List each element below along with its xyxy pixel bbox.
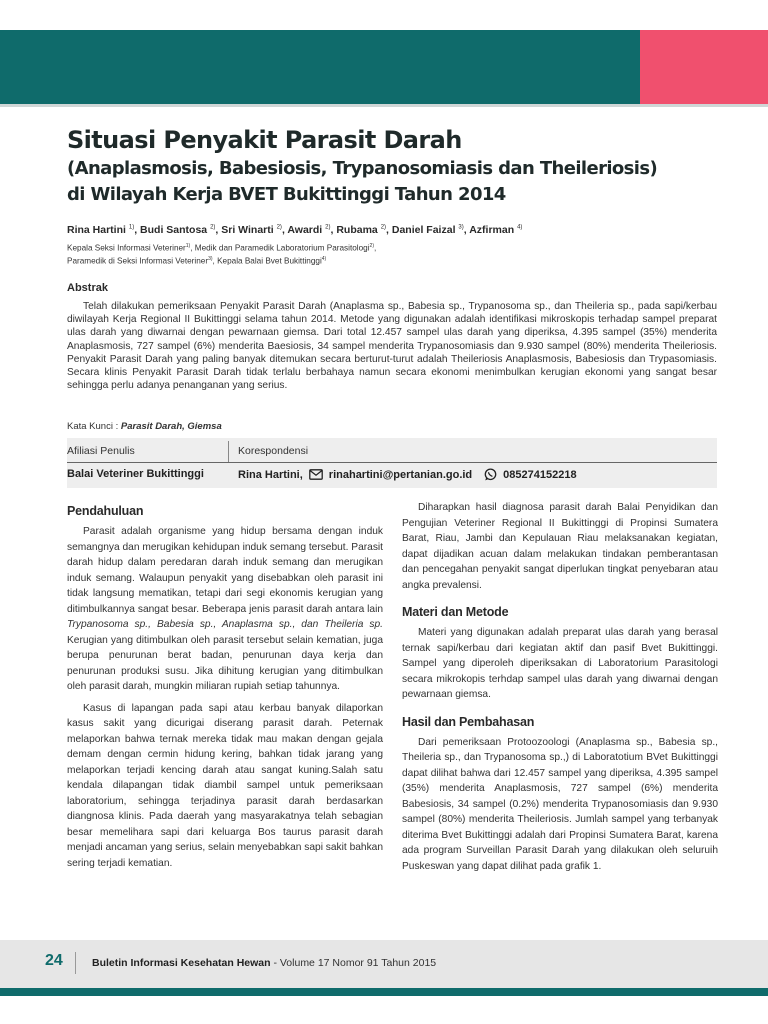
keywords-value: Parasit Darah, Giemsa [120,421,222,432]
affiliation-line-1: Kepala Seksi Informasi Veteriner$^{1)}$, Medik dan Paramedik Laboratorium Parasitologi$^{2)}$, [67,243,377,253]
author-name: Budi Santosa [140,224,208,236]
right-column [402,500,718,874]
author-list: Rina Hartini $^{1)}$, Budi Santosa $^{2)}$, Sri Winarti $^{2)}$, Awardi $^{2)}$, Rubama $^{2)}$, Daniel Faizal $^{3)}$, Azfirman $^{4)}$ [67,224,523,236]
correspondence-label: Korespondensi [238,445,309,457]
left-column [67,504,383,871]
author-name: Awardi [287,224,323,236]
affiliation-label: Afiliasi Penulis [67,445,135,457]
section-heading-methods: Materi dan Metode [402,605,509,619]
correspondence-details [238,468,577,481]
keywords-label: Kata Kunci : [67,421,121,432]
footer-bar [0,988,768,996]
article-title-block [67,124,727,208]
info-rule [67,462,717,463]
article-title: Situasi Penyakit Parasit Darah [67,126,462,154]
page-number: 24 [45,952,63,969]
article-subtitle-2: di Wilayah Kerja BVET Bukittinggi Tahun 2014 [67,184,506,205]
header-accent-block [640,30,768,104]
author-name: Daniel Faizal [391,224,456,236]
keywords-line [67,421,222,432]
intro-paragraph-1: Parasit adalah organisme yang hidup bersama dengan induk semangnya dan merugikan kehidupan induk semang tersebut. Parasit darah hidup dalam peredaran darah induk semang dan merugikan induk semang. Walaupun penyakit yang disebabkan oleh parasit ini tidak langsung mematikan, tetapi dari segi ekonomis kerugian yang ditimbulkannya sangat besar. Beberapa jenis parasit darah antara lain Trypanosoma sp., Babesia sp., Anaplasma sp., dan Theileria sp. Kerugian yang ditimbulkan oleh parasit tersebut selain kematian, juga berupa penurunan berat badan, penurunan daya kerja dan penurunan produksi susu. Jika dihitung kerugian yang ditimbulkan oleh parasit darah, mungkin miliaran rupiah setiap tahunnya. [67,526,384,692]
footer-separator [75,952,76,974]
section-heading-results: Hasil dan Pembahasan [402,714,535,729]
institution-name: Balai Veteriner Bukittinggi [67,468,204,480]
author-name: Rubama [336,224,378,236]
abstract-body: Telah dilakukan pemeriksaan Penyakit Parasit Darah (Anaplasma sp., Babesia sp., Trypanosoma sp., dan Theileria sp., pada sapi/kerbau diwilayah Kerja Regional II Bukittinggi selama tahun 2014. Metode yang digunakan adalah identifikasi mikroskopis terhadap sampel preparat ulas darah yang diwarnai dengan pewarnaan giemsa. Dari total 12.457 sampel ulas darah yang diperiksa, 4.395 sampel (35%) menderita Anaplasmosis, 727 sampel (6%) menderita Baesiosis, 34 sampel menderita Trypanosomiasis dan 9.930 sampel (80%) menderita Theileriosis. Penyakit Parasit Darah yang paling banyak ditemukan secara berturut-turut adalah Theileriosis Anaplasmosis, Babesiosis dan Trypasomiasis. Secara klinis Penyakit Parasit Darah tidak terlalu berbahaya namun secara ekonomi menimbulkan kerugian ekonomi yang sangat besar sehingga perlu adanya penanganan yang serius. [67,301,717,392]
author-name: Sri Winarti [221,224,274,236]
whatsapp-icon [484,468,497,481]
results-paragraph: Dari pemeriksaan Protoozoologi (Anaplasma sp., Babesia sp., Theileria sp., dan Trypanosoma sp.,) di Laboratotium BVet Bukittinggi dapat dilihat bahwa dari 12.457 sampel yang diperiksa, 4.395 sampel (35%) menderita Anaplasmosis, 727 sampel (6%) menderita Babesiosis, 34 sampel (0.2%) menderita Trypanosomiasis dan 9.930 sampel (80%) menderita Theileriosis. Jumlah sampel yang terbanyak diterima Bvet Bukittinggi adalah dari Propinsi Sumatera Barat, karena ada program Surveillan Parasit Darah yang dilakukan oleh seluruih Puskeswan yang dapat dilihat pada grafik 1. [402,736,718,872]
article-subtitle-1: (Anaplasmosis, Babesiosis, Trypanosomiasis dan Theileriosis) [67,158,658,179]
journal-name: Buletin Informasi Kesehatan Hewan [92,957,271,969]
info-divider [228,441,229,463]
journal-issue: - Volume 17 Nomor 91 Tahun 2015 [270,957,437,969]
abstract-heading: Abstrak [67,282,108,294]
correspondent-email[interactable]: rinahartini@pertanian.go.id [328,468,473,481]
methods-paragraph: Materi yang digunakan adalah preparat ulas darah yang berasal ternak sapi/kerbau dari kegiatan aktif dan pasif Bvet Bukittinggi. Sampel yang diperoleh diperiksakan di Laboratorium Parasitologi secara mikrokopis terhdap sampel ulas darah yang diwarnai dengan pewarnaan giemsa. [402,627,718,700]
author-name: Azfirman [469,224,515,236]
header-rule [0,104,768,107]
correspondent-name: Rina Hartini, [238,468,303,481]
email-icon [309,469,323,480]
correspondent-phone[interactable]: 085274152218 [503,468,577,481]
section-heading-introduction: Pendahuluan [67,504,144,518]
affiliation-line-2: Paramedik di Seksi Informasi Veteriner$^{3)}$, Kepala Balai Bvet Bukittinggi$^{4)}$ [67,256,327,266]
intro-paragraph-3: Diharapkan hasil diagnosa parasit darah Balai Penyidikan dan Pengujian Veteriner Regional II Bukittinggi di Propinsi Sumatera Barat, Riau, Jambi dan Kepulauan Riau melaksanakan kegiatan, dapat dijadikan acuan dalam melakukan tindakan pemberantasan dan pencegahan penyakit sangat diperlukan tingkat penyebaran atau angka prevalensi. [402,502,718,591]
journal-citation [92,957,436,969]
author-name: Rina Hartini [67,224,126,236]
intro-paragraph-2: Kasus di lapangan pada sapi atau kerbau banyak dilaporkan kasus sakit yang dicurigai diserang parasit darah. Peternak melaporkan bahwa ternak mereka tidak mau makan dengan gejala demam dengan cermin hidung kering, bahkan tidak jarang yang melaporkan terjadi kencing darah atau sangat kuning.Salah satu kendala dilapangan tidak diambil sampel untuk pemeriksaan laboratorium, sehingga terjadinya parasit darah berdasarkan diangnosa klinis. Pada daerah yang masyarakatnya telah sebagian besar memelihara sapi dari keluarga Bos taurus parasit darah menjadi ancaman yang serius, selain menyebabkan sapi sakit bahkan sering terjadi kematian. [67,702,384,869]
